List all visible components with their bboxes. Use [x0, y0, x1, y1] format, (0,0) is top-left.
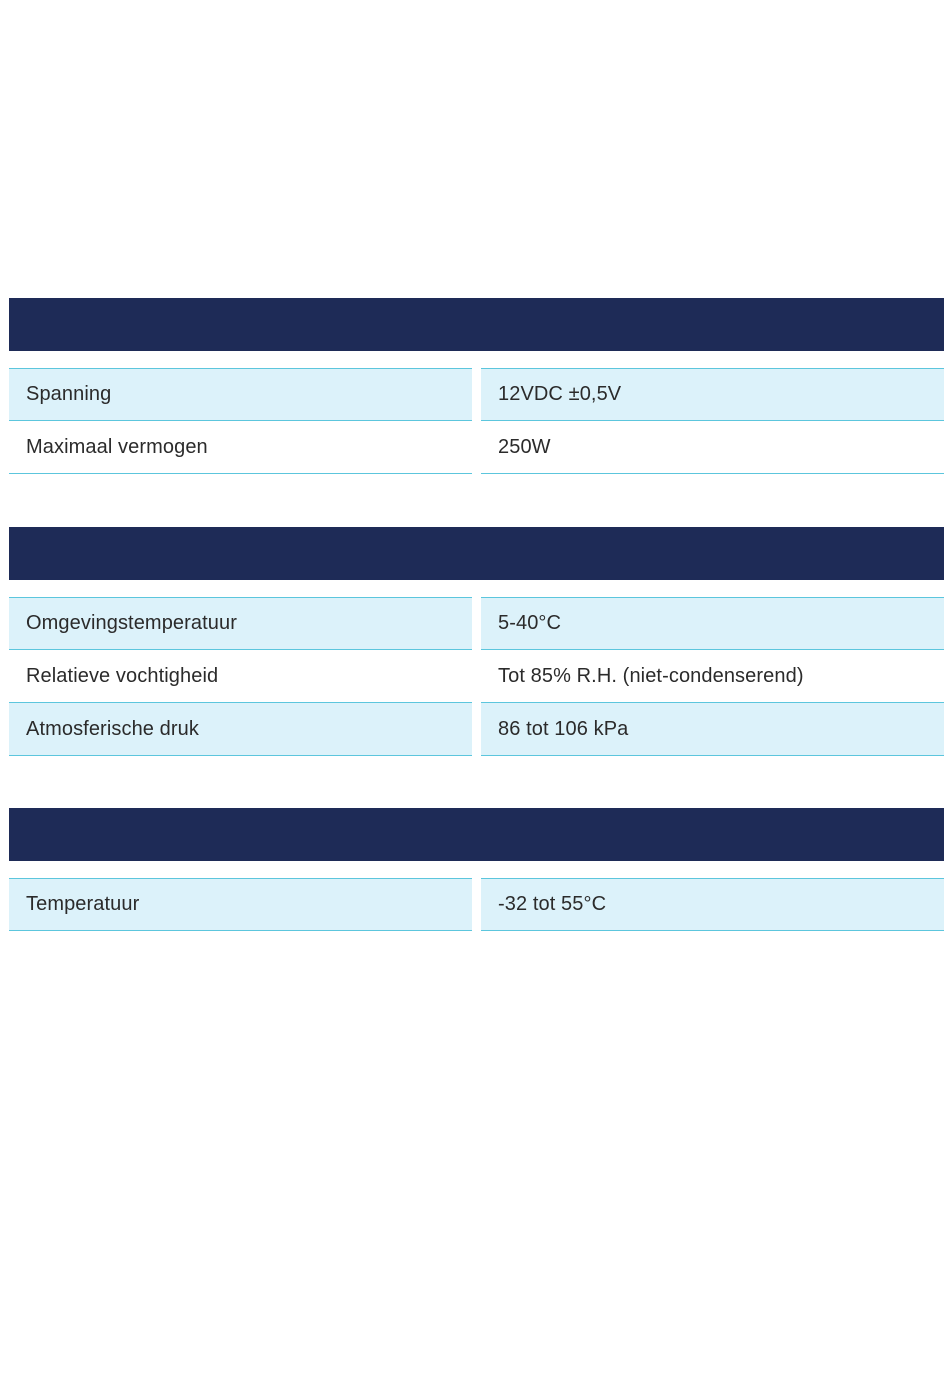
- spec-rows: [9, 368, 944, 474]
- spec-value: 5-40°C: [481, 597, 944, 650]
- spec-label: Relatieve vochtigheid: [9, 650, 472, 703]
- spec-section-environment: [9, 527, 944, 756]
- section-header-bar: [9, 298, 944, 351]
- section-header-bar: [9, 527, 944, 580]
- spec-section-storage: [9, 808, 944, 931]
- spec-rows: [9, 878, 944, 931]
- spec-rows: [9, 597, 944, 756]
- spec-value: 250W: [481, 421, 944, 474]
- spec-value: 12VDC ±0,5V: [481, 368, 944, 421]
- spec-value: 86 tot 106 kPa: [481, 703, 944, 756]
- spec-section-power: [9, 298, 944, 474]
- spec-label: Temperatuur: [9, 878, 472, 931]
- spec-value: -32 tot 55°C: [481, 878, 944, 931]
- spec-label: Spanning: [9, 368, 472, 421]
- spec-label: Maximaal vermogen: [9, 421, 472, 474]
- spec-row-temperature: [9, 878, 944, 931]
- spec-row-relative-humidity: [9, 650, 944, 703]
- spec-label: Omgevingstemperatuur: [9, 597, 472, 650]
- spec-row-ambient-temperature: [9, 597, 944, 650]
- spec-label: Atmosferische druk: [9, 703, 472, 756]
- spec-row-voltage: [9, 368, 944, 421]
- spec-value: Tot 85% R.H. (niet-condenserend): [481, 650, 944, 703]
- spec-row-atmospheric-pressure: [9, 703, 944, 756]
- section-header-bar: [9, 808, 944, 861]
- spec-row-max-power: [9, 421, 944, 474]
